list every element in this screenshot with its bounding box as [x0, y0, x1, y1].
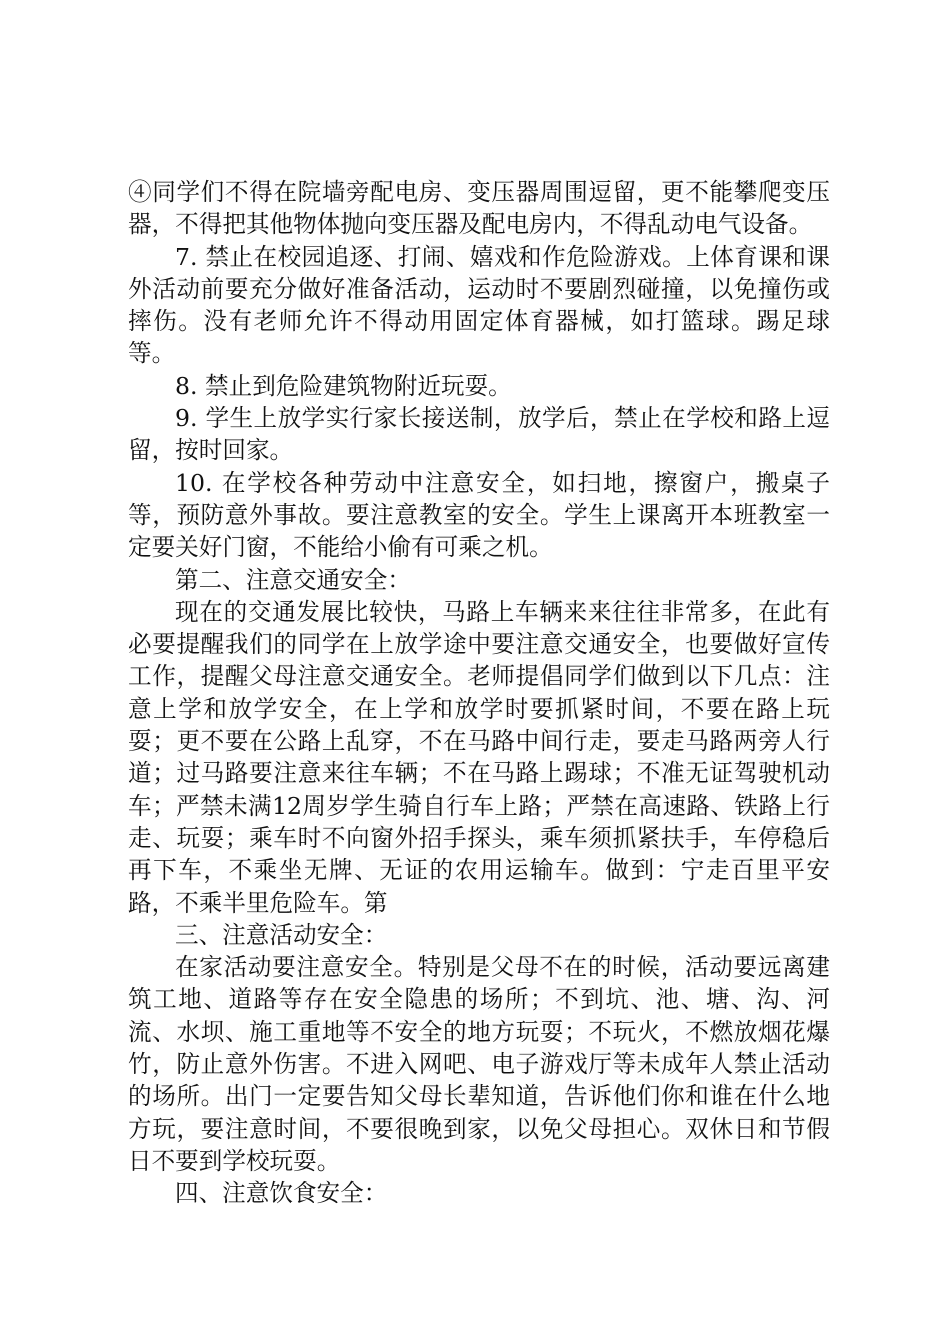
heading-food-safety: 四、注意饮食安全： — [175, 1179, 388, 1208]
paragraph-item-8: 8. 禁止到危险建筑物附近玩耍。 — [175, 371, 512, 400]
paragraph-traffic-safety: 现在的交通发展比较快，马路上车辆来来往往非常多，在此有必要提醒我们的同学在上放学途中要注意交通安全，也要做好宣传工作，提醒父母注意交通安全。老师提倡同学们做到以下几点：注意上学和放学安全，在上学和放学时要抓紧时间，不要在路上玩耍；更不要在公路上乱穿，不在马路中间行走，要走马路两旁人行道；过马路要注意来往车辆；不在马路上踢球；不准无证驾驶机动车；严禁未满12周岁学生骑自行车上路；严禁在高速路、铁路上行走、玩耍；乘车时不向窗外招手探头，乘车须抓紧扶手，车停稳后再下车，不乘坐无牌、无证的农用运输车。做到：宁走百里平安路，不乘半里危险车。第 — [128, 597, 830, 917]
heading-traffic-safety: 第二、注意交通安全： — [175, 565, 411, 594]
paragraph-item-7: 7. 禁止在校园追逐、打闹、嬉戏和作危险游戏。上体育课和课外活动前要充分做好准备活动，运动时不要剧烈碰撞，以免撞伤或摔伤。没有老师允许不得动用固定体育器械，如打篮球。踢足球等。 — [128, 242, 830, 368]
document-body — [128, 176, 830, 1210]
paragraph-activity-safety: 在家活动要注意安全。特别是父母不在的时候，活动要远离建筑工地、道路等存在安全隐患的场所；不到坑、池、塘、沟、河流、水坝、施工重地等不安全的地方玩耍；不玩火，不燃放烟花爆竹，防止意外伤害。不进入网吧、电子游戏厅等未成年人禁止活动的场所。出门一定要告知父母长辈知道，告诉他们你和谁在什么地方玩，要注意时间，不要很晚到家，以免父母担心。双休日和节假日不要到学校玩耍。 — [128, 953, 830, 1175]
paragraph-item-9: 9. 学生上放学实行家长接送制，放学后，禁止在学校和路上逗留，按时回家。 — [128, 404, 830, 465]
paragraph-electrical-safety: ④同学们不得在院墙旁配电房、变压器周围逗留，更不能攀爬变压器，不得把其他物体抛向变压器及配电房内，不得乱动电气设备。 — [128, 178, 830, 239]
paragraph-item-10: 10. 在学校各种劳动中注意安全，如扫地，擦窗户，搬桌子等，预防意外事故。要注意教室的安全。学生上课离开本班教室一定要关好门窗，不能给小偷有可乘之机。 — [128, 468, 830, 562]
heading-activity-safety: 三、注意活动安全： — [175, 920, 388, 949]
